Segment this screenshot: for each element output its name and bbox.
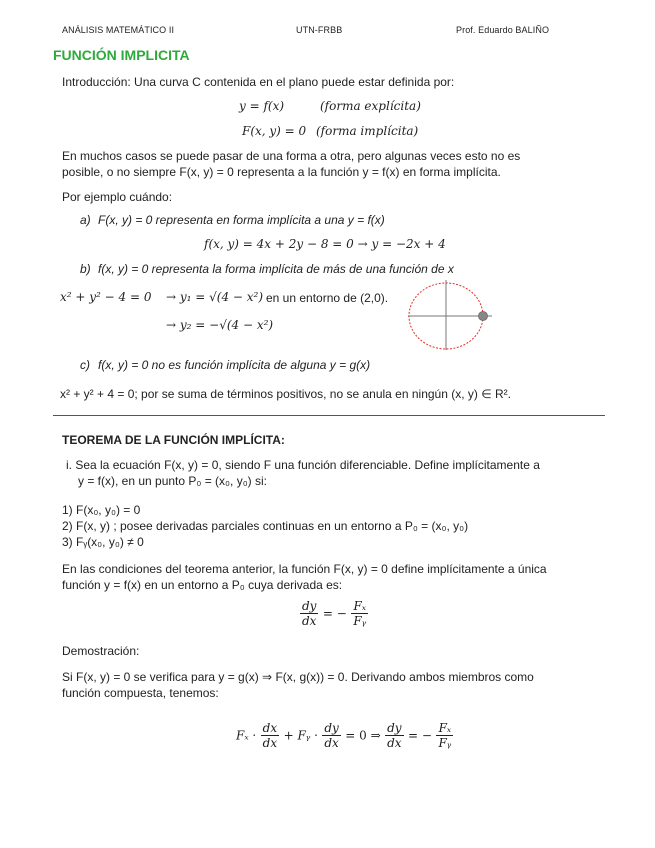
dx-denominator: dx xyxy=(302,614,317,628)
theorem-item-line-2: y = f(x), en un punto P₀ = (x₀, y₀) si: xyxy=(78,474,268,488)
case-b-y2: → y₂ = −√(4 − x²) xyxy=(166,318,274,332)
chain-rule-formula xyxy=(236,721,453,750)
explicit-label: (forma explícita) xyxy=(320,99,421,113)
explicit-equation: y = f(x) xyxy=(239,99,285,113)
demo-line-1: Si F(x, y) = 0 se verifica para y = g(x) ⇒ F(x, g(x)) = 0. Derivando ambos miembros como xyxy=(62,670,534,684)
conclusion-line-1: En las condiciones del teorema anterior, la función F(x, y) = 0 define implícitamente a única xyxy=(62,562,547,576)
neighborhood-point xyxy=(479,312,488,321)
dx-denominator-2: dx xyxy=(262,736,278,750)
dy-numerator: dy xyxy=(302,599,317,613)
equals-minus: = − xyxy=(322,606,347,621)
intro-paragraph-line-2: posible, o no siempre F(x, y) = 0 representa a la función y = f(x) en forma implícita. xyxy=(62,165,501,179)
dx-dx-fraction xyxy=(261,721,279,750)
case-a-text: F(x, y) = 0 representa en forma implícita a una y = f(x) xyxy=(98,213,385,227)
dx-denominator-4: dx xyxy=(387,736,402,750)
demo-heading: Demostración: xyxy=(62,644,140,658)
theorem-item-line-1: i. Sea la ecuación F(x, y) = 0, siendo F una función diferenciable. Define implícitamente a xyxy=(66,458,540,472)
case-c-text: f(x, y) = 0 no es función implícita de alguna y = g(x) xyxy=(98,358,371,372)
theorem-heading: TEOREMA DE LA FUNCIÓN IMPLÍCITA: xyxy=(62,433,285,447)
example-intro: Por ejemplo cuándo: xyxy=(62,190,173,204)
dy-dx-fraction xyxy=(300,599,318,628)
intro-line: Introducción: Una curva C contenida en el plano puede estar definida por: xyxy=(62,75,455,89)
fy-denominator-2: Fᵧ xyxy=(438,736,452,750)
demo-line-2: función compuesta, tenemos: xyxy=(62,686,219,700)
case-b-marker: b) xyxy=(80,262,91,276)
equals-zero-implies: = 0 ⇒ xyxy=(345,728,381,743)
case-b-text: f(x, y) = 0 representa la forma implícita de más de una función de x xyxy=(98,262,454,276)
case-b-equation: x² + y² − 4 = 0 xyxy=(60,290,152,304)
equals-minus-2: = − xyxy=(408,728,432,743)
fx-numerator-2: Fₓ xyxy=(436,721,453,736)
implicit-label: (forma implícita) xyxy=(316,124,419,138)
case-b-neighborhood: en un entorno de (2,0). xyxy=(266,291,389,305)
intro-paragraph-line-1: En muchos casos se puede pasar de una forma a otra, pero algunas veces esto no es xyxy=(62,149,521,163)
page-title: FUNCIÓN IMPLICITA xyxy=(53,47,190,63)
header-course: ANÁLISIS MATEMÁTICO II xyxy=(62,25,175,35)
header-institution: UTN-FRBB xyxy=(296,25,343,35)
case-b-y1: → y₁ = √(4 − x²) xyxy=(166,290,264,304)
fx-fy-fraction xyxy=(351,599,368,628)
conclusion-line-2: función y = f(x) en un entorno a P₀ cuya derivada es: xyxy=(62,578,343,592)
case-c-equation: x² + y² + 4 = 0; por se suma de términos positivos, no se anula en ningún (x, y) ∈ R². xyxy=(60,387,511,401)
dx-denominator-3: dx xyxy=(324,736,339,750)
case-c-marker: c) xyxy=(80,358,90,372)
implicit-equation: F(x, y) = 0 xyxy=(242,124,307,138)
dx-numerator: dx xyxy=(262,721,278,735)
fx-numerator: Fₓ xyxy=(351,599,368,614)
circle-figure xyxy=(404,278,496,352)
condition-1: 1) F(x₀, y₀) = 0 xyxy=(62,503,141,517)
condition-3: 3) Fᵧ(x₀, y₀) ≠ 0 xyxy=(62,535,144,549)
derivative-formula xyxy=(300,599,368,628)
dy-dx-fraction-3 xyxy=(385,721,403,750)
fy-denominator: Fᵧ xyxy=(353,614,367,628)
dy-numerator-2: dy xyxy=(324,721,339,735)
condition-2: 2) F(x, y) ; posee derivadas parciales continuas en un entorno a P₀ = (x₀, y₀) xyxy=(62,519,469,533)
fx-term: Fₓ · xyxy=(236,728,257,743)
case-a-equation: f(x, y) = 4x + 2y − 8 = 0 → y = −2x + 4 xyxy=(204,237,446,251)
dy-dx-fraction-2 xyxy=(322,721,340,750)
fy-term: + Fᵧ · xyxy=(283,728,318,743)
fx-fy-fraction-2 xyxy=(436,721,453,750)
header-professor: Prof. Eduardo BALIÑO xyxy=(456,25,550,35)
case-a-marker: a) xyxy=(80,213,91,227)
section-divider xyxy=(53,415,605,416)
dy-numerator-3: dy xyxy=(387,721,402,735)
